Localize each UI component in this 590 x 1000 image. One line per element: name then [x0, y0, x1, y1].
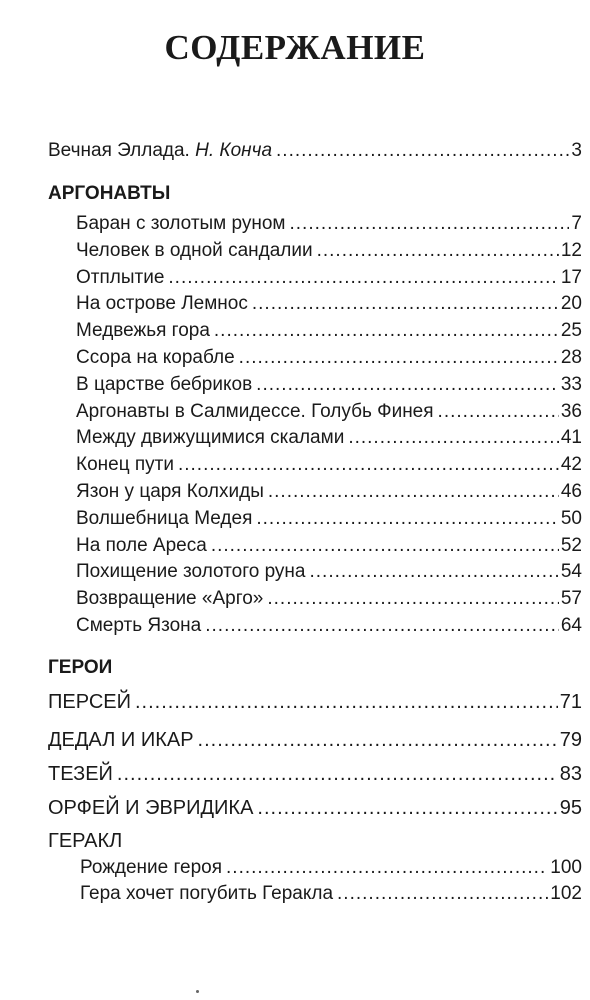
- toc-entry-page: 79: [559, 729, 582, 751]
- dot-leader: [214, 319, 559, 343]
- dot-leader: [267, 587, 559, 611]
- dot-leader: [168, 266, 558, 290]
- toc-entry-label: ТЕЗЕЙ: [48, 763, 113, 785]
- toc-entry[interactable]: [48, 690, 582, 714]
- toc-entry-label: В царстве бебриков: [76, 373, 253, 395]
- toc-entry-label: Человек в одной сандалии: [76, 239, 313, 261]
- toc-entry-page: 3: [571, 140, 582, 161]
- toc-entry-page: 95: [559, 797, 582, 819]
- toc-entry-page: 71: [559, 691, 582, 713]
- toc-entry[interactable]: [76, 614, 582, 638]
- toc-entry-label: Язон у царя Колхиды: [76, 481, 264, 502]
- toc-entry-page: 25: [560, 320, 582, 342]
- toc-entry-label: ОРФЕЙ И ЭВРИДИКА: [48, 797, 254, 819]
- toc-entry-label: Между движущимися скалами: [76, 427, 345, 449]
- toc-entry-label: На поле Ареса: [76, 534, 207, 556]
- toc-entry[interactable]: [76, 507, 582, 531]
- dot-leader: [309, 560, 558, 584]
- toc-entry-intro[interactable]: [48, 139, 582, 163]
- dot-leader: [205, 614, 559, 638]
- toc-entry-label: Медвежья гора: [76, 320, 210, 342]
- toc-entry-page: 7: [571, 213, 582, 234]
- toc-entry-label: Возвращение «Арго»: [76, 588, 264, 610]
- dot-leader: [135, 690, 558, 714]
- dot-leader: [290, 212, 570, 236]
- toc-entry[interactable]: [76, 426, 582, 450]
- toc-entry-label: Аргонавты в Салмидессе. Голубь Финея: [76, 400, 434, 422]
- dot-leader: [257, 796, 557, 820]
- toc-entry-label: Баран с золотым руном: [76, 213, 286, 234]
- toc-entry[interactable]: [80, 856, 582, 880]
- dot-leader: [276, 139, 569, 163]
- toc-entry-label: Смерть Язона: [76, 615, 202, 636]
- toc-entry[interactable]: [76, 239, 582, 263]
- dot-leader: [252, 292, 559, 316]
- toc-entry-label: Гера хочет погубить Геракла: [80, 883, 334, 904]
- page-speck: [196, 990, 199, 993]
- dot-leader: [438, 400, 559, 424]
- dot-leader: [348, 426, 559, 450]
- toc-entry-page: 42: [560, 454, 582, 476]
- toc-entry[interactable]: [76, 266, 582, 290]
- toc-entry-page: 57: [560, 588, 582, 610]
- toc-entry-label: Конец пути: [76, 454, 174, 476]
- toc-entry[interactable]: [80, 882, 582, 906]
- toc-entry-label: Ссора на корабле: [76, 347, 235, 368]
- toc-entry-label: Похищение золотого руна: [76, 561, 306, 583]
- toc-entry-page: 36: [560, 400, 582, 422]
- toc-entry[interactable]: [76, 400, 582, 424]
- toc-entry[interactable]: [76, 346, 582, 370]
- toc-entry-page: 83: [559, 763, 582, 785]
- toc-entry-page: 100: [550, 857, 582, 878]
- toc-entry-page: 102: [550, 883, 582, 904]
- dot-leader: [317, 239, 559, 263]
- toc-entry[interactable]: [48, 762, 582, 786]
- toc-entry-page: 64: [560, 615, 582, 636]
- toc-entry[interactable]: [48, 728, 582, 752]
- toc-entry-page: 33: [560, 373, 582, 395]
- dot-leader: [178, 453, 559, 477]
- toc-entry[interactable]: [76, 534, 582, 558]
- dot-leader: [226, 856, 548, 880]
- toc-entry-page: 28: [560, 347, 582, 368]
- toc-entry-label: Вечная Эллада. Н. Конча: [48, 140, 273, 161]
- dot-leader: [337, 882, 548, 906]
- toc-entry-page: 20: [560, 293, 582, 315]
- toc-entry-page: 17: [560, 266, 582, 288]
- section-heading-heroes: ГЕРОИ: [48, 657, 113, 678]
- toc-entry[interactable]: [76, 560, 582, 584]
- toc-entry-page: 41: [560, 427, 582, 449]
- section-heading-argonauts: АРГОНАВТЫ: [48, 183, 171, 204]
- toc-entry-heracles[interactable]: [48, 829, 582, 853]
- dot-leader: [211, 534, 559, 558]
- toc-entry-page: 46: [560, 481, 582, 502]
- dot-leader: [198, 728, 558, 752]
- toc-entry-label: Волшебница Медея: [76, 507, 253, 529]
- dot-leader: [268, 480, 559, 504]
- toc-entry-label: ДЕДАЛ И ИКАР: [48, 729, 194, 751]
- toc-entry[interactable]: [76, 453, 582, 477]
- toc-entry-label: ПЕРСЕЙ: [48, 691, 131, 713]
- dot-leader: [117, 762, 558, 786]
- toc-entry-page: 50: [560, 507, 582, 529]
- toc-entry-page: 52: [560, 534, 582, 556]
- toc-entry[interactable]: [76, 292, 582, 316]
- toc-entry[interactable]: [76, 480, 582, 504]
- dot-leader: [256, 373, 559, 397]
- toc-entry-page: 12: [560, 239, 582, 261]
- toc-entry[interactable]: [76, 587, 582, 611]
- toc-entry-label: ГЕРАКЛ: [48, 830, 123, 852]
- toc-entry-author: Н. Конча: [195, 140, 273, 161]
- dot-leader: [256, 507, 559, 531]
- page-title: СОДЕРЖАНИЕ: [164, 28, 426, 67]
- toc-entry[interactable]: [76, 319, 582, 343]
- toc-entry[interactable]: [76, 212, 582, 236]
- toc-entry-page: 54: [560, 561, 582, 583]
- toc-entry-label: На острове Лемнос: [76, 293, 248, 315]
- toc-entry[interactable]: [48, 796, 582, 820]
- dot-leader: [239, 346, 559, 370]
- toc-entry-label: Отплытие: [76, 266, 165, 288]
- toc-entry[interactable]: [76, 373, 582, 397]
- toc-entry-label: Рождение героя: [80, 857, 223, 878]
